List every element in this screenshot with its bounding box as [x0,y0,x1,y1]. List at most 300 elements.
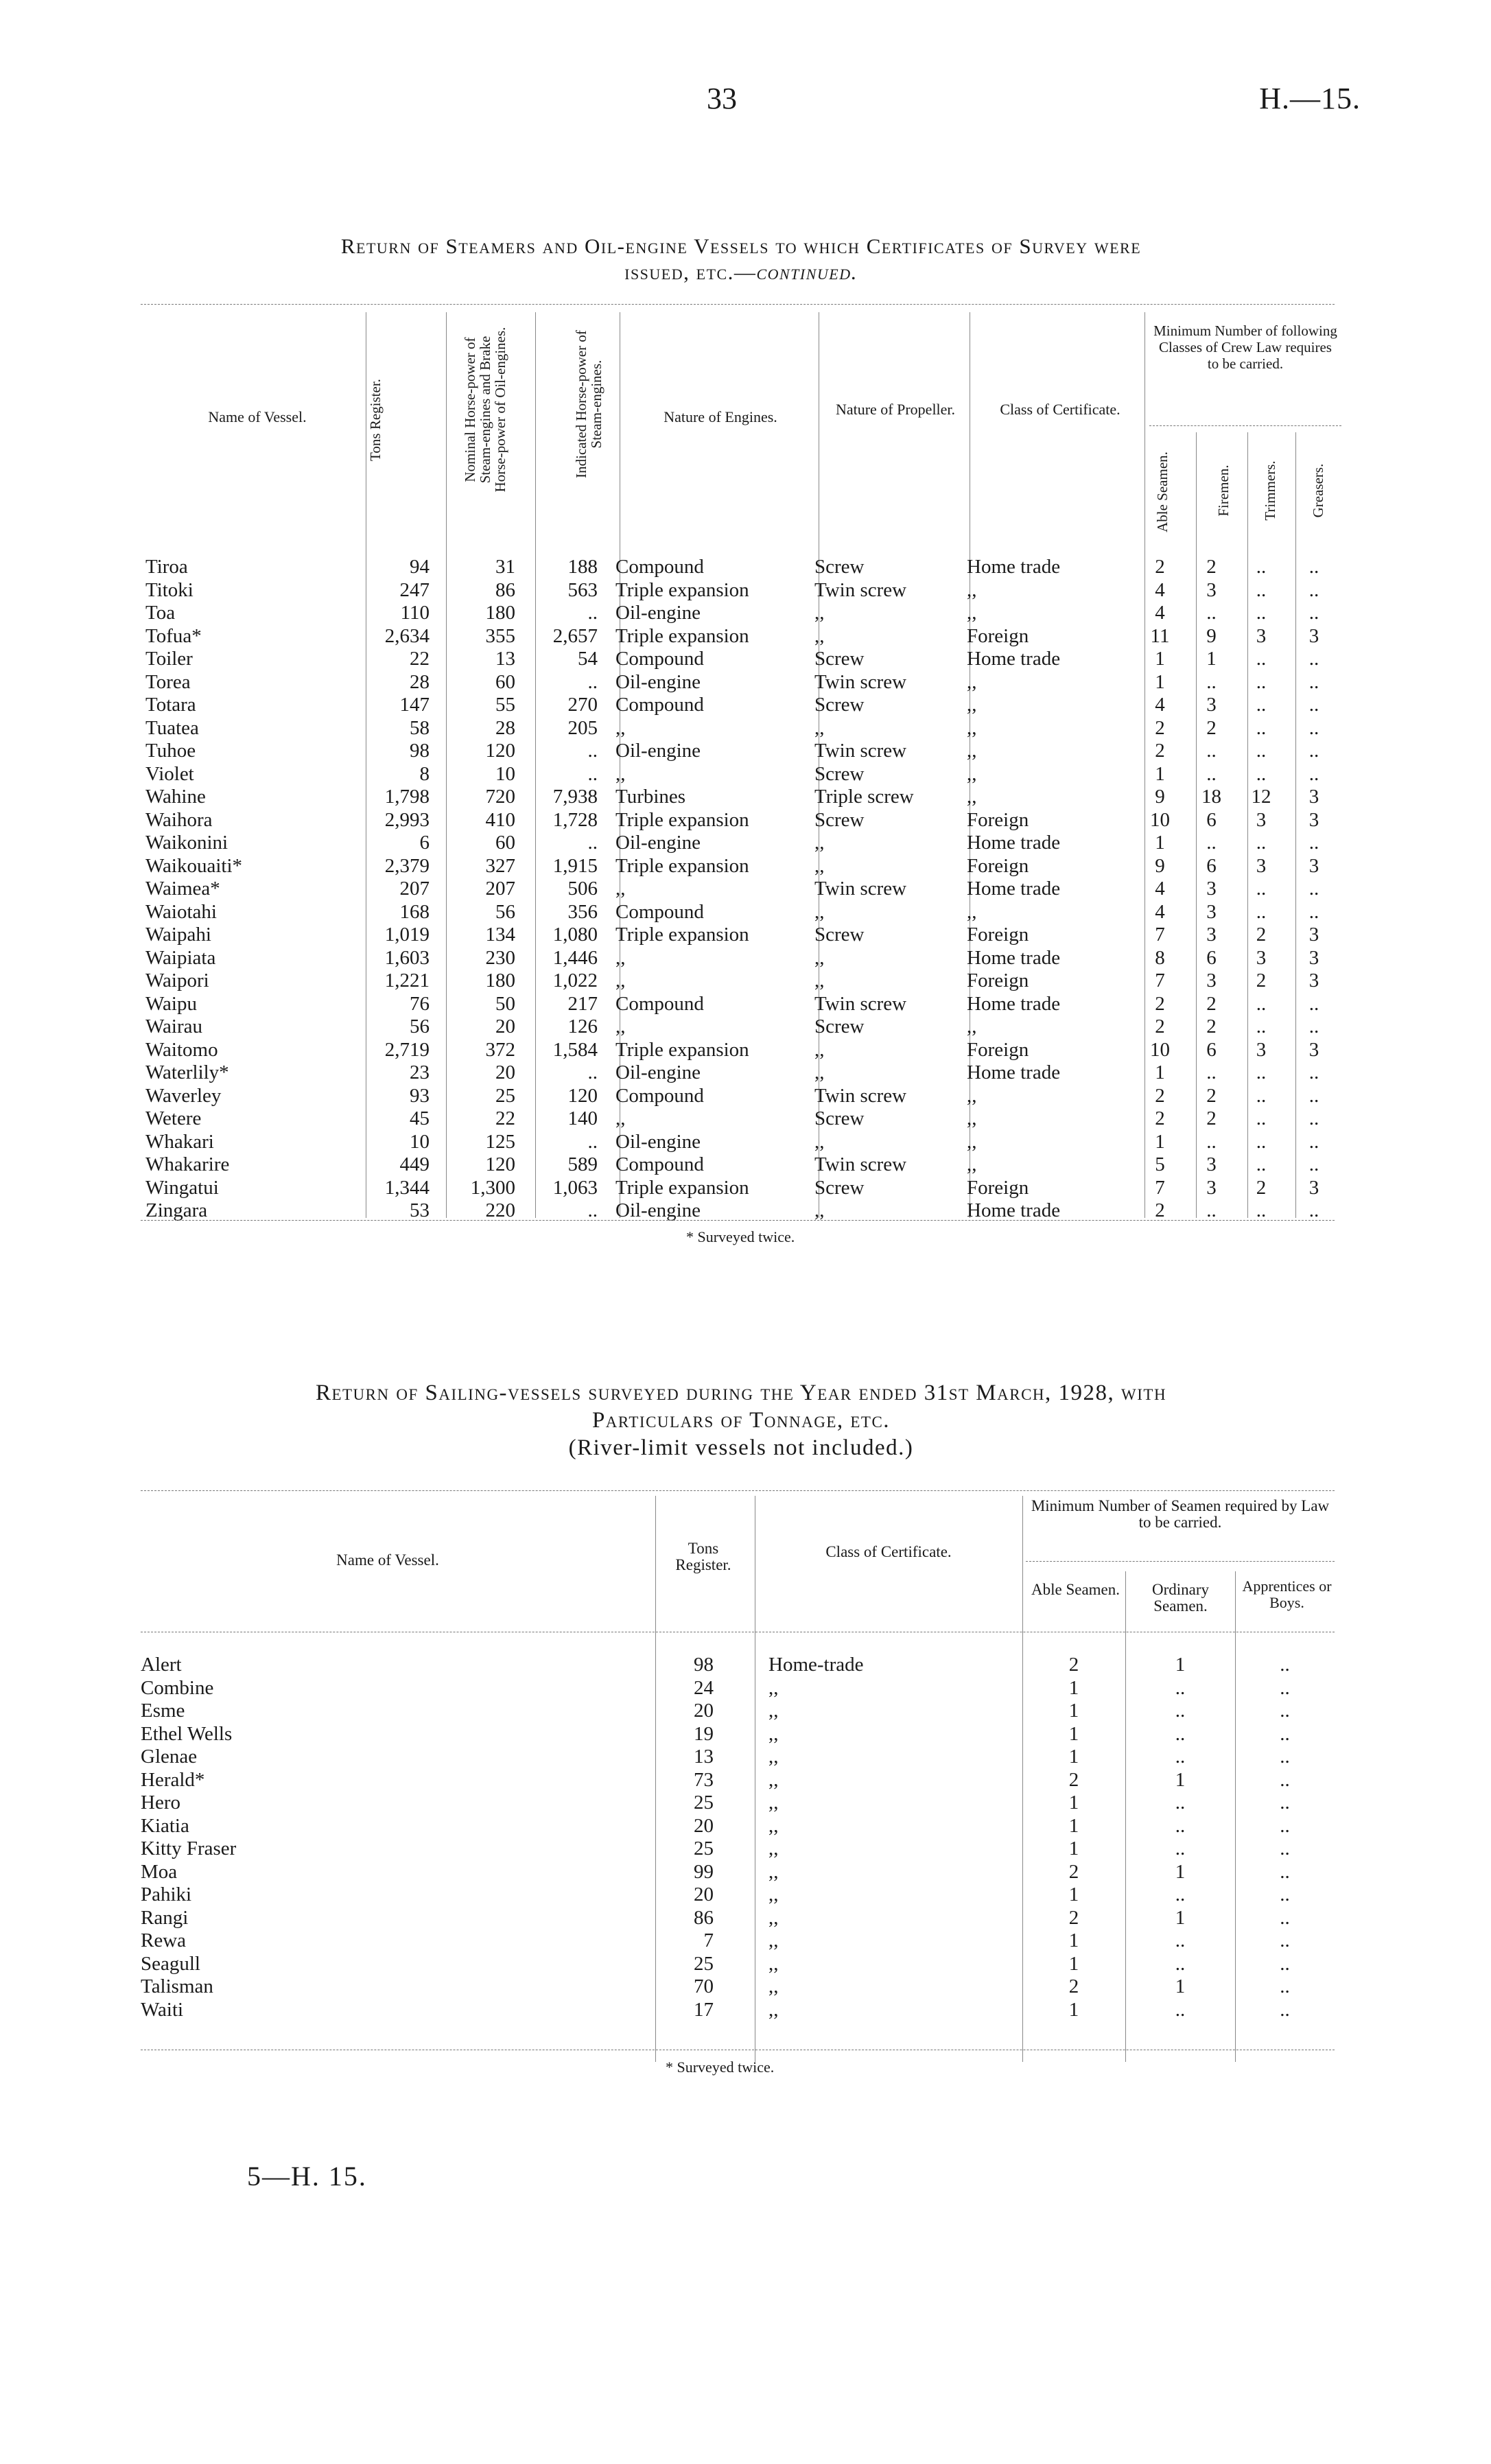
cell-certificate: ,, [967,786,977,808]
cell-name: Waimea* [145,878,220,900]
cell-firemen: .. [1206,670,1217,693]
cell-apprentices: .. [1280,1676,1290,1699]
cell-greasers: 3 [1308,1038,1319,1061]
cell-able: 1 [1155,1061,1165,1083]
cell-engines: Compound [615,556,704,578]
cell-greasers: .. [1308,1153,1319,1175]
cell-able: 9 [1155,786,1165,808]
cell-indicated: 120 [567,1084,598,1107]
seamen-group-rule [1026,1561,1335,1562]
cell-apprentices: .. [1280,1654,1290,1676]
cell-certificate: ,, [967,1130,977,1153]
cell-propeller: ,, [814,716,825,739]
cell-trimmers: 2 [1256,1176,1267,1199]
cell-engines: Oil-engine [615,602,701,624]
table-row [145,901,1343,924]
cell-able: 1 [1068,1814,1079,1837]
cell-tons: 76 [410,992,430,1015]
cell-propeller: ,, [814,1061,825,1083]
sailing-title-line2: Particulars of Tonnage, etc. [591,1408,891,1433]
cell-engines: Triple expansion [615,1038,749,1061]
cell-greasers: .. [1308,1107,1319,1129]
table-row [145,717,1343,740]
cell-able: 9 [1155,854,1165,877]
cell-tons: 22 [410,648,430,670]
table-row [145,878,1343,901]
table-row [145,1199,1343,1223]
table-row [141,1861,1335,1884]
cell-certificate: ,, [967,1107,977,1129]
cell-propeller: Screw [814,648,865,670]
col-header-firemen: Firemen. [1215,465,1232,517]
col-header-trimmers: Trimmers. [1262,460,1278,521]
cell-indicated: .. [587,602,598,624]
cell-apprentices: .. [1280,1975,1290,1997]
col-header-name: Name of Vessel. [208,408,307,425]
cell-trimmers: 3 [1256,808,1267,831]
cell-tons: 45 [410,1107,430,1129]
cell-firemen: .. [1206,1061,1217,1083]
cell-firemen: 3 [1206,1176,1217,1199]
table-row [141,1999,1335,2022]
cell-firemen: 2 [1206,1107,1217,1129]
cell-able: 1 [1068,1952,1079,1975]
table-row [141,1884,1335,1907]
cell-greasers: .. [1308,1016,1319,1037]
cell-certificate: Home trade [967,648,1061,670]
cell-greasers: .. [1308,1061,1319,1083]
cell-certificate: Home trade [967,832,1061,854]
cell-greasers: .. [1308,762,1319,785]
cell-greasers: 3 [1308,624,1319,647]
cell-nominal: 60 [495,832,515,854]
cell-greasers: .. [1308,1199,1319,1221]
table-row [145,809,1343,832]
col-header-engines: Nature of Engines. [664,408,777,425]
cell-trimmers: .. [1256,1107,1267,1129]
cell-certificate: ,, [768,1998,779,2021]
table-row [141,1654,1335,1677]
cell-ordinary: .. [1175,1998,1186,2021]
cell-certificate: Home trade [967,878,1061,900]
steamers-title-line1: Return of Steamers and Oil-engine Vessels to which Certificates of Survey were [340,234,1142,258]
cell-greasers: 3 [1308,808,1319,831]
table-row [145,1131,1343,1154]
cell-propeller: Twin screw [814,992,907,1015]
cell-nominal: 230 [485,946,515,969]
cell-able: 2 [1155,1199,1165,1221]
cell-able: 4 [1155,878,1165,900]
cell-name: Waihora [145,808,213,831]
cell-certificate: ,, [768,1792,779,1814]
page-number: 33 [707,82,737,115]
table-row [141,1838,1335,1861]
cell-greasers: 3 [1308,786,1319,808]
table-row [145,579,1343,602]
cell-name: Tuatea [145,716,199,739]
cell-able: 2 [1155,992,1165,1015]
cell-trimmers: .. [1256,602,1267,624]
cell-name: Rangi [141,1906,189,1929]
cell-firemen: 6 [1206,946,1217,969]
cell-trimmers: .. [1256,578,1267,601]
cell-greasers: .. [1308,578,1319,601]
cell-engines: Compound [615,1153,704,1175]
cell-greasers: .. [1308,878,1319,900]
cell-tons: 13 [694,1746,714,1768]
cell-name: Rewa [141,1929,187,1951]
cell-tons: 99 [694,1860,714,1883]
cell-tons: 2,634 [384,624,430,647]
cell-certificate: ,, [768,1860,779,1883]
col-header-able-seamen: Able Seamen. [1154,451,1171,532]
cell-able: 2 [1068,1860,1079,1883]
cell-firemen: 3 [1206,878,1217,900]
cell-trimmers: .. [1256,992,1267,1015]
cell-greasers: .. [1308,740,1319,762]
cell-engines: Oil-engine [615,832,701,854]
cell-able: 2 [1155,716,1165,739]
cell-tons: 1,344 [384,1176,430,1199]
cell-able: 5 [1155,1153,1165,1175]
cell-name: Seagull [141,1952,200,1975]
cell-nominal: 327 [485,854,515,877]
cell-tons: 19 [694,1722,714,1745]
cell-able: 1 [1155,670,1165,693]
cell-ordinary: 1 [1175,1860,1186,1883]
cell-apprentices: .. [1280,1792,1290,1814]
cell-trimmers: .. [1256,1130,1267,1153]
sailing-top-rule [141,1490,1335,1491]
cell-nominal: 20 [495,1061,515,1083]
cell-certificate: ,, [768,1676,779,1699]
cell-greasers: .. [1308,992,1319,1015]
table-row [145,1016,1343,1039]
cell-trimmers: 3 [1256,1038,1267,1061]
cell-trimmers: 2 [1256,970,1267,992]
cell-trimmers: .. [1256,648,1267,670]
cell-nominal: 55 [495,694,515,716]
table-row [141,1975,1335,1999]
table-row [141,1907,1335,1930]
cell-nominal: 720 [485,786,515,808]
cell-tons: 86 [694,1906,714,1929]
cell-firemen: 6 [1206,854,1217,877]
table-row [145,1085,1343,1108]
cell-certificate: Foreign [967,624,1029,647]
cell-certificate: ,, [967,900,977,923]
sailing-title [124,1379,1359,1462]
cell-engines: Oil-engine [615,670,701,693]
cell-indicated: 217 [567,992,598,1015]
cell-certificate: ,, [967,740,977,762]
cell-name: Toiler [145,648,193,670]
cell-able: 1 [1155,1130,1165,1153]
cell-indicated: 270 [567,694,598,716]
cell-able: 2 [1068,1654,1079,1676]
table-row [145,1039,1343,1062]
cell-certificate: ,, [768,1906,779,1929]
cell-apprentices: .. [1280,1952,1290,1975]
table-row [141,1792,1335,1815]
cell-name: Waterlily* [145,1061,229,1083]
cell-name: Glenae [141,1746,198,1768]
cell-firemen: 2 [1206,556,1217,578]
cell-tons: 2,993 [384,808,430,831]
cell-engines: Triple expansion [615,624,749,647]
cell-nominal: 10 [495,762,515,785]
cell-ordinary: .. [1175,1792,1186,1814]
cell-able: 1 [1068,1884,1079,1905]
cell-tons: 98 [410,740,430,762]
cell-engines: Compound [615,1084,704,1107]
cell-name: Waitomo [145,1038,218,1061]
sailing-title-line3: (River-limit vessels not included.) [568,1435,914,1460]
cell-nominal: 120 [485,1153,515,1175]
cell-engines: Turbines [615,786,686,808]
cell-greasers: .. [1308,670,1319,693]
cell-certificate: ,, [967,1153,977,1175]
table-row [145,1061,1343,1085]
steamers-top-rule [141,304,1335,305]
table-row [145,556,1343,579]
cell-nominal: 120 [485,740,515,762]
cell-firemen: 2 [1206,1016,1217,1037]
cell-trimmers: .. [1256,1084,1267,1107]
cell-tons: 70 [694,1975,714,1997]
table-row [141,1723,1335,1746]
cell-propeller: Screw [814,1176,865,1199]
cell-certificate: ,, [967,578,977,601]
cell-name: Ethel Wells [141,1722,233,1745]
cell-engines: ,, [615,1016,626,1037]
cell-certificate: Foreign [967,808,1029,831]
cell-nominal: 1,300 [470,1176,515,1199]
cell-nominal: 134 [485,924,515,946]
cell-tons: 25 [694,1838,714,1859]
cell-certificate: Home-trade [768,1654,864,1676]
cell-greasers: .. [1308,1130,1319,1153]
cell-name: Combine [141,1676,214,1699]
cell-trimmers: .. [1256,878,1267,900]
cell-able: 2 [1155,556,1165,578]
cell-indicated: .. [587,1061,598,1083]
cell-propeller: ,, [814,602,825,624]
cell-able: 1 [1068,1700,1079,1722]
cell-engines: ,, [615,970,626,992]
cell-greasers: .. [1308,716,1319,739]
cell-greasers: .. [1308,832,1319,854]
cell-indicated: 506 [567,878,598,900]
cell-propeller: ,, [814,946,825,969]
cell-tons: 207 [399,878,430,900]
cell-trimmers: .. [1256,900,1267,923]
cell-firemen: 1 [1206,648,1217,670]
cell-ordinary: 1 [1175,1906,1186,1929]
table-row [145,763,1343,786]
cell-firemen: .. [1206,1130,1217,1153]
cell-name: Waikonini [145,832,228,854]
table-row [145,648,1343,671]
cell-indicated: .. [587,1130,598,1153]
cell-indicated: 1,080 [552,924,598,946]
cell-indicated: 205 [567,716,598,739]
table-row [145,694,1343,717]
cell-trimmers: .. [1256,832,1267,854]
cell-able: 4 [1155,694,1165,716]
cell-tons: 247 [399,578,430,601]
cell-tons: 94 [410,556,430,578]
cell-able: 1 [1068,1722,1079,1745]
cell-name: Hero [141,1792,180,1814]
cell-name: Waipiata [145,946,216,969]
cell-greasers: 3 [1308,946,1319,969]
cell-greasers: .. [1308,602,1319,624]
cell-greasers: .. [1308,556,1319,578]
cell-name: Herald* [141,1768,205,1791]
table-row [141,1769,1335,1792]
cell-name: Moa [141,1860,178,1883]
cell-ordinary: .. [1175,1722,1186,1745]
sailing-col-header-able: Able Seamen. [1031,1581,1120,1598]
cell-firemen: 3 [1206,694,1217,716]
cell-name: Esme [141,1700,185,1722]
cell-indicated: 1,584 [552,1038,598,1061]
cell-able: 1 [1155,648,1165,670]
cell-propeller: Twin screw [814,578,907,601]
cell-indicated: 188 [567,556,598,578]
cell-able: 10 [1150,808,1170,831]
cell-certificate: ,, [768,1768,779,1791]
cell-engines: Triple expansion [615,808,749,831]
cell-nominal: 410 [485,808,515,831]
table-row [141,1953,1335,1976]
cell-engines: Compound [615,694,704,716]
cell-nominal: 180 [485,602,515,624]
cell-certificate: ,, [768,1722,779,1745]
cell-propeller: ,, [814,1038,825,1061]
cell-tons: 1,603 [384,946,430,969]
cell-name: Violet [145,762,194,785]
col-header-indicated-hp: Indicated Horse-power of Steam-engines. [573,330,604,478]
cell-able: 1 [1155,832,1165,854]
cell-propeller: ,, [814,832,825,854]
table-row [145,1107,1343,1131]
cell-propeller: ,, [814,854,825,877]
cell-nominal: 20 [495,1016,515,1037]
steamers-title [124,233,1359,285]
cell-name: Wahine [145,786,206,808]
cell-propeller: Screw [814,556,865,578]
cell-name: Waikouaiti* [145,854,243,877]
cell-able: 2 [1155,740,1165,762]
cell-able: 2 [1068,1768,1079,1791]
table-row [145,855,1343,878]
cell-name: Whakari [145,1130,214,1153]
cell-able: 1 [1068,1792,1079,1814]
cell-able: 11 [1150,624,1170,647]
cell-indicated: 1,446 [552,946,598,969]
cell-engines: Compound [615,992,704,1015]
cell-tons: 6 [419,832,430,854]
cell-able: 1 [1068,1838,1079,1859]
cell-certificate: Foreign [967,924,1029,946]
cell-engines: ,, [615,1107,626,1129]
cell-name: Titoki [145,578,193,601]
cell-tons: 25 [694,1952,714,1975]
cell-trimmers: .. [1256,740,1267,762]
cell-able: 10 [1150,1038,1170,1061]
cell-able: 4 [1155,900,1165,923]
cell-certificate: Foreign [967,970,1029,992]
cell-tons: 20 [694,1700,714,1722]
cell-apprentices: .. [1280,1700,1290,1722]
table-row [141,1700,1335,1723]
cell-indicated: 1,063 [552,1176,598,1199]
cell-certificate: ,, [768,1952,779,1975]
cell-able: 7 [1155,924,1165,946]
cell-name: Toa [145,602,176,624]
cell-engines: ,, [615,716,626,739]
cell-apprentices: .. [1280,1768,1290,1791]
cell-name: Waipu [145,992,197,1015]
cell-greasers: 3 [1308,1176,1319,1199]
cell-ordinary: .. [1175,1746,1186,1768]
cell-tons: 147 [399,694,430,716]
table-row [145,786,1343,809]
table-row [141,1929,1335,1953]
sailing-footnote: * Surveyed twice. [666,2058,775,2076]
cell-trimmers: 3 [1256,624,1267,647]
cell-certificate: ,, [967,1084,977,1107]
cell-apprentices: .. [1280,1814,1290,1837]
cell-able: 1 [1068,1746,1079,1768]
cell-propeller: Screw [814,808,865,831]
cell-tons: 1,019 [384,924,430,946]
cell-tons: 2,379 [384,854,430,877]
cell-engines: Oil-engine [615,1199,701,1221]
cell-certificate: ,, [768,1838,779,1859]
cell-certificate: Home trade [967,992,1061,1015]
cell-firemen: 9 [1206,624,1217,647]
cell-nominal: 125 [485,1130,515,1153]
cell-engines: Triple expansion [615,1176,749,1199]
cell-indicated: 140 [567,1107,598,1129]
cell-indicated: 1,022 [552,970,598,992]
table-row [145,924,1343,947]
cell-tons: 53 [410,1199,430,1221]
cell-tons: 7 [703,1929,714,1951]
table-row [145,671,1343,694]
cell-greasers: .. [1308,694,1319,716]
cell-indicated: .. [587,740,598,762]
cell-firemen: .. [1206,762,1217,785]
cell-firemen: 3 [1206,578,1217,601]
cell-trimmers: .. [1256,762,1267,785]
cell-firemen: 6 [1206,1038,1217,1061]
cell-nominal: 355 [485,624,515,647]
cell-name: Whakarire [145,1153,230,1175]
cell-name: Zingara [145,1199,208,1221]
sailing-col-header-apprentices: Apprentices or Boys. [1242,1577,1332,1611]
cell-name: Tofua* [145,624,202,647]
cell-propeller: Triple screw [814,786,914,808]
cell-tons: 73 [694,1768,714,1791]
cell-able: 2 [1155,1107,1165,1129]
cell-certificate: ,, [768,1700,779,1722]
cell-engines: Triple expansion [615,854,749,877]
cell-name: Tiroa [145,556,188,578]
